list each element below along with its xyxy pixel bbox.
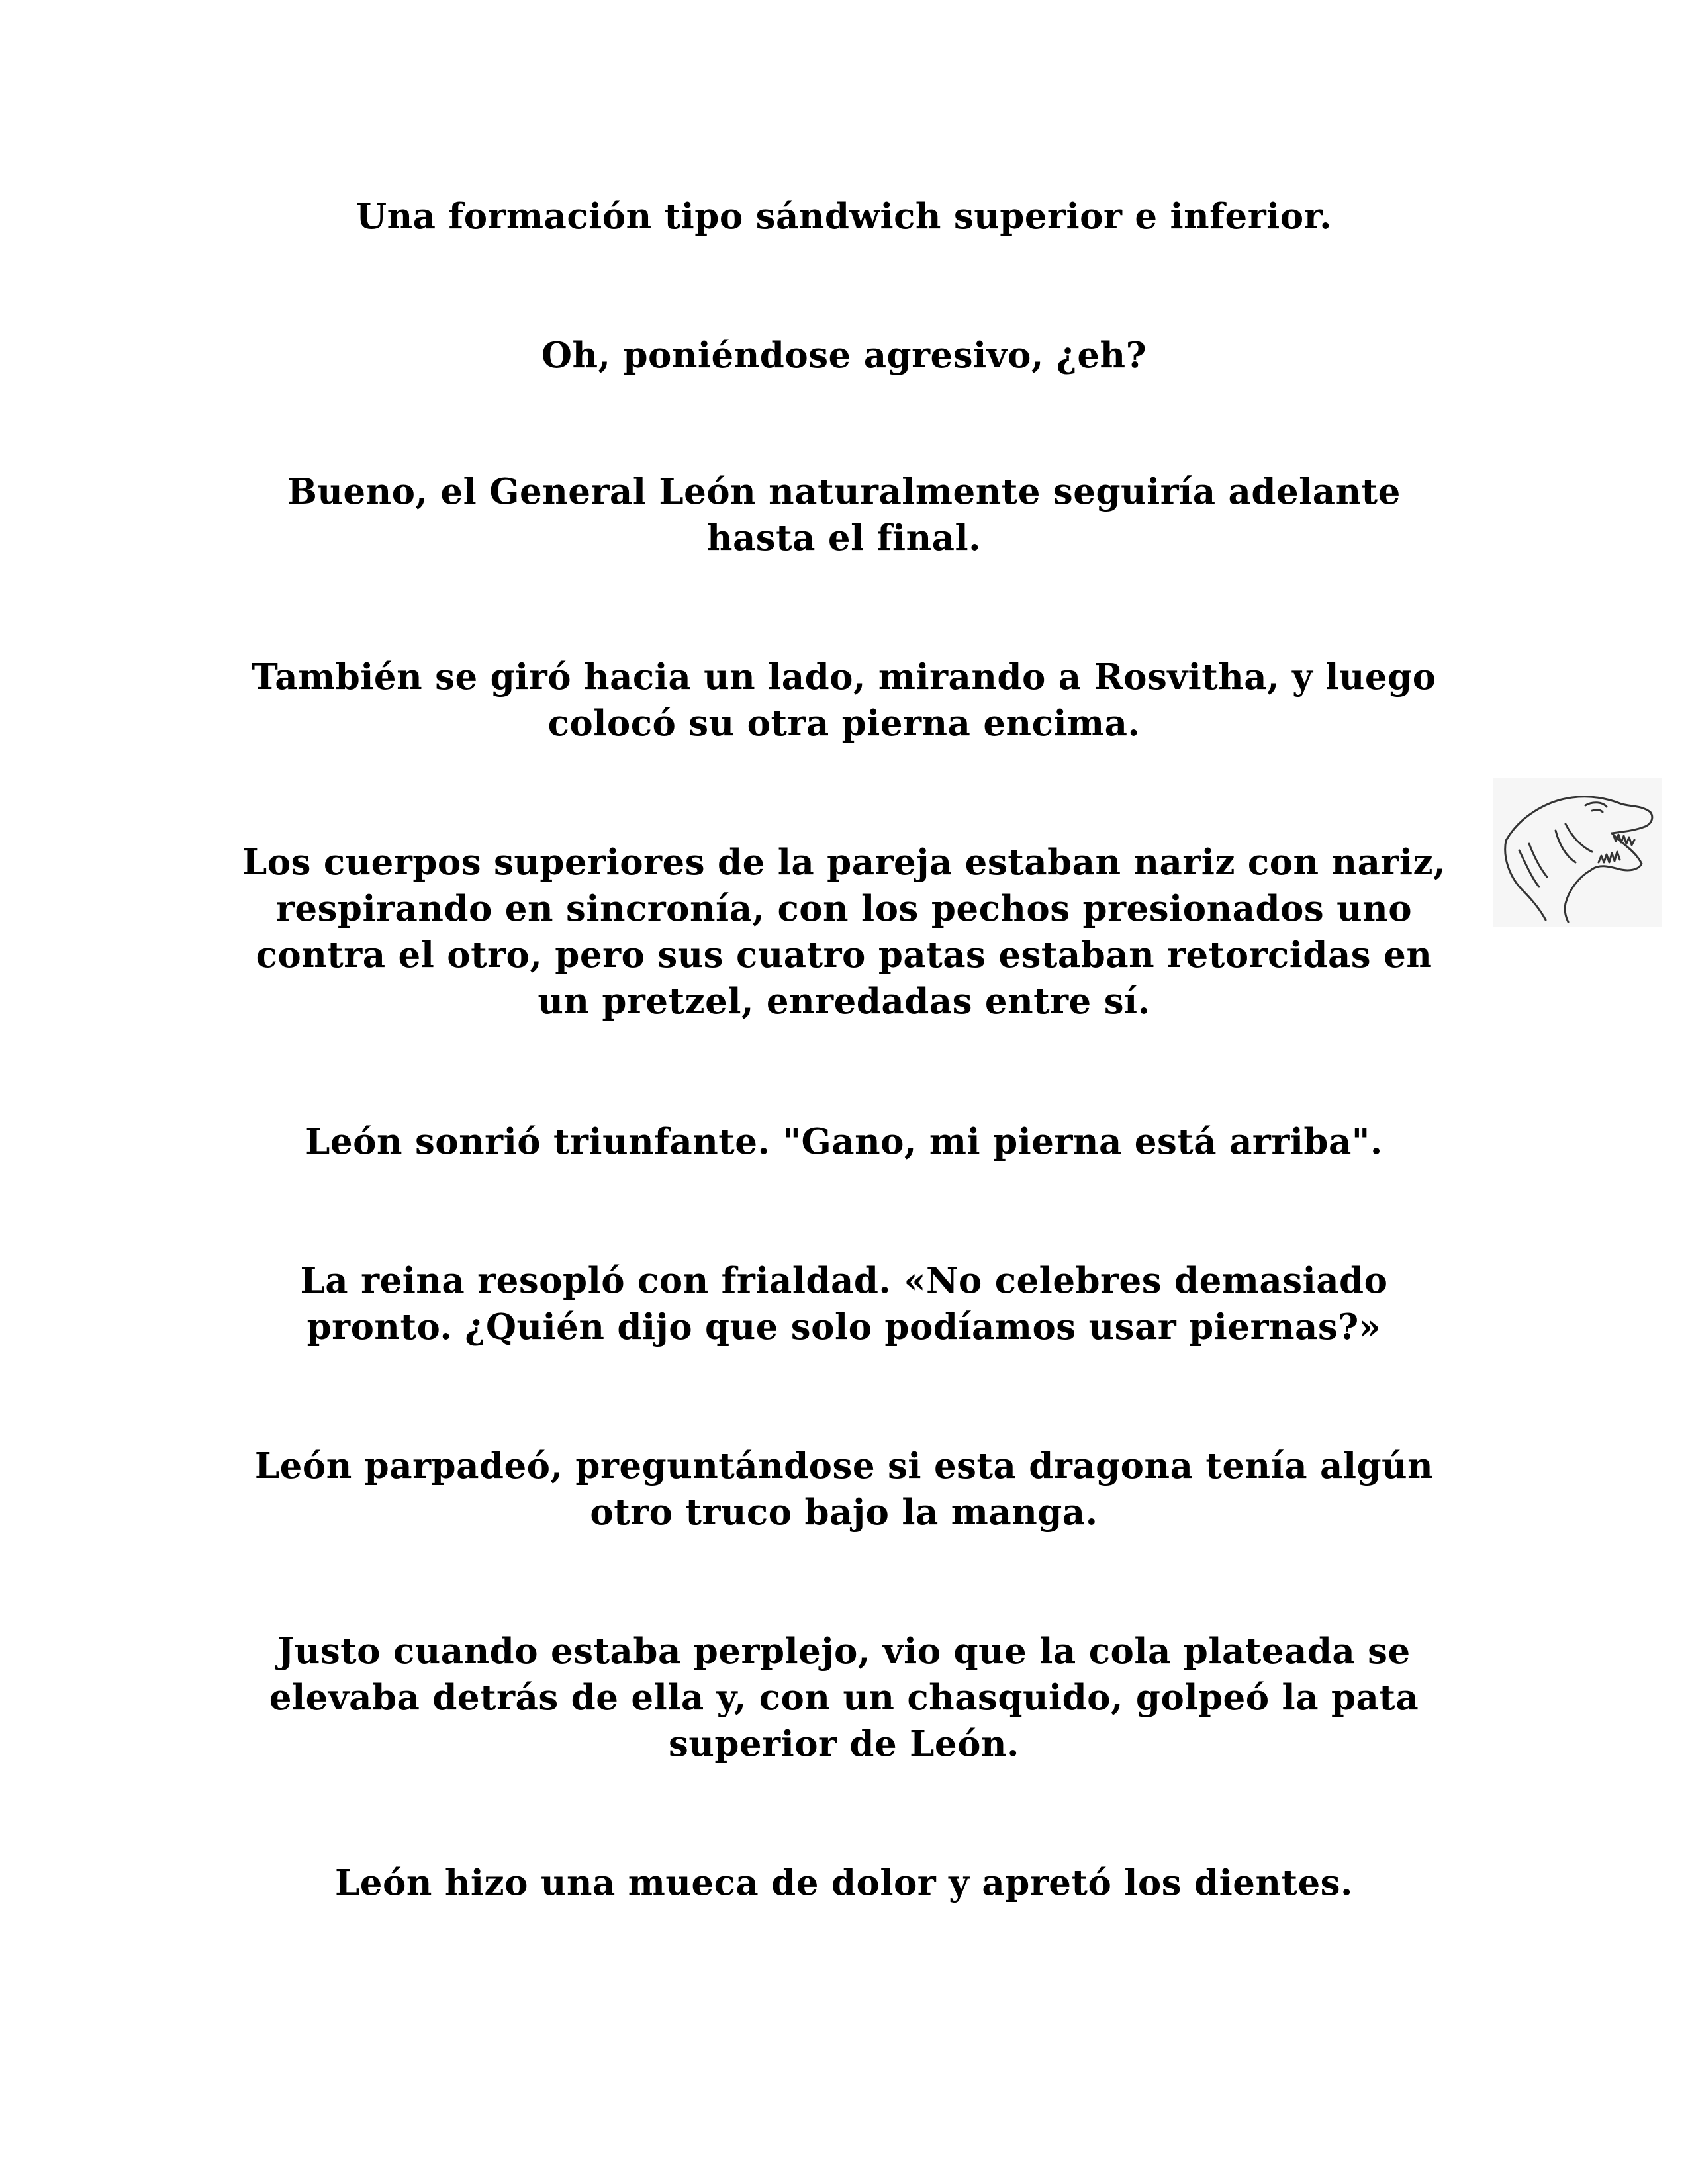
- paragraph-6: León sonrió triunfante. "Gano, mi pierna está arriba".: [305, 1121, 1383, 1162]
- paragraph-4: También se giró hacia un lado, mirando a Rosvitha, y luego colocó su otra pierna encima.: [252, 657, 1436, 744]
- paragraph-9: Justo cuando estaba perplejo, vio que la cola plateada se elevaba detrás de ella y, con un chasquido, golpeó la pata superior de León.: [269, 1631, 1419, 1764]
- paragraph-5: Los cuerpos superiores de la pareja estaban nariz con nariz, respirando en sincronía, con los pechos presionados uno contra el otro, pero sus cuatro patas estaban retorcidas en un pretzel, enredadas entre sí.: [242, 842, 1446, 1022]
- paragraph-3: Bueno, el General León naturalmente seguiría adelante hasta el final.: [287, 471, 1401, 559]
- paragraph-10: León hizo una mueca de dolor y apretó los dientes.: [335, 1862, 1353, 1903]
- paragraph-2: Oh, poniéndose agresivo, ¿eh?: [541, 335, 1147, 376]
- paragraph-1: Una formación tipo sándwich superior e inferior.: [355, 196, 1333, 237]
- paragraph-8: León parpadeó, preguntándose si esta dragona tenía algún otro truco bajo la manga.: [254, 1445, 1434, 1533]
- dinosaur-head-sketch-icon: [1493, 778, 1662, 927]
- paragraph-7: La reina resopló con frialdad. «No celebres demasiado pronto. ¿Quién dijo que solo podíamos usar piernas?»: [300, 1260, 1388, 1347]
